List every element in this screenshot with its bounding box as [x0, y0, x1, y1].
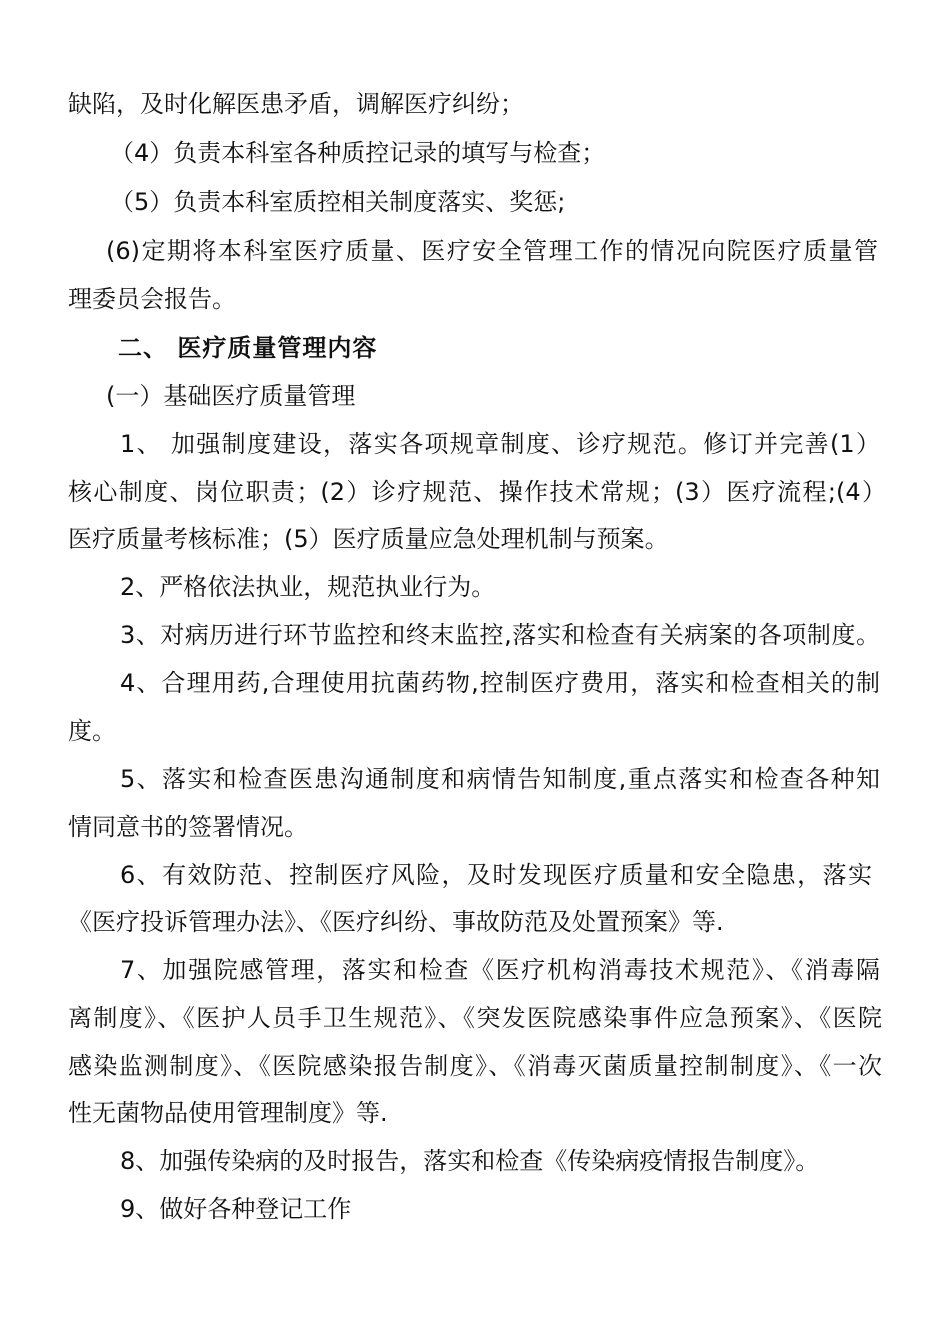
item-9: 9、做好各种登记工作: [120, 1195, 352, 1223]
list-item-5: （5）负责本科室质控相关制度落实、奖惩;: [110, 188, 566, 216]
list-item-4: （4）负责本科室各种质控记录的填写与检查；: [110, 139, 606, 167]
item-6-line: 《医疗投诉管理办法》、《医疗纠纷、事故防范及处置预案》等.: [68, 908, 724, 936]
subsection-heading: (一）基础医疗质量管理: [106, 382, 356, 410]
item-5-line: 情同意书的签署情况。: [68, 813, 308, 841]
item-2: 2、严格依法执业，规范执业行为。: [120, 573, 496, 601]
item-3: 3、对病历进行环节监控和终末监控,落实和检查有关病案的各项制度。: [120, 621, 880, 649]
list-item-6: (6)定期将本科室医疗质量、医疗安全管理工作的情况向院医疗质量管: [106, 237, 878, 265]
item-8: 8、加强传染病的及时报告，落实和检查《传染病疫情报告制度》。: [120, 1147, 820, 1175]
item-5-line: 5、落实和检查医患沟通制度和病情告知制度,重点落实和检查各种知: [120, 765, 880, 793]
item-1-line: 医疗质量考核标准；(5）医疗质量应急处理机制与预案。: [68, 525, 669, 553]
item-1-line: 核心制度、岗位职责；(2）诊疗规范、操作技术常规；(3）医疗流程;(4）: [68, 478, 886, 506]
item-7-line: 性无菌物品使用管理制度》等.: [68, 1099, 388, 1127]
section-heading: 二、 医疗质量管理内容: [118, 334, 378, 362]
item-7-line: 7、加强院感管理，落实和检查《医疗机构消毒技术规范》、《消毒隔: [120, 956, 880, 984]
item-6-line: 6、有效防范、控制医疗风险，及时发现医疗质量和安全隐患，落实: [120, 861, 872, 889]
item-1-line: 1、 加强制度建设，落实各项规章制度、诊疗规范。修订并完善(1）: [120, 430, 880, 458]
item-7-line: 离制度》、《医护人员手卫生规范》、《突发医院感染事件应急预案》、《医院: [68, 1004, 882, 1032]
paragraph-line: 缺陷，及时化解医患矛盾，调解医疗纠纷；: [68, 90, 524, 118]
item-4-line: 4、合理用药,合理使用抗菌药物,控制医疗费用，落实和检查相关的制: [120, 669, 880, 697]
item-4-line: 度。: [68, 717, 116, 745]
item-7-line: 感染监测制度》、《医院感染报告制度》、《消毒灭菌质量控制制度》、《一次: [68, 1052, 882, 1080]
paragraph-line: 理委员会报告。: [68, 285, 236, 313]
